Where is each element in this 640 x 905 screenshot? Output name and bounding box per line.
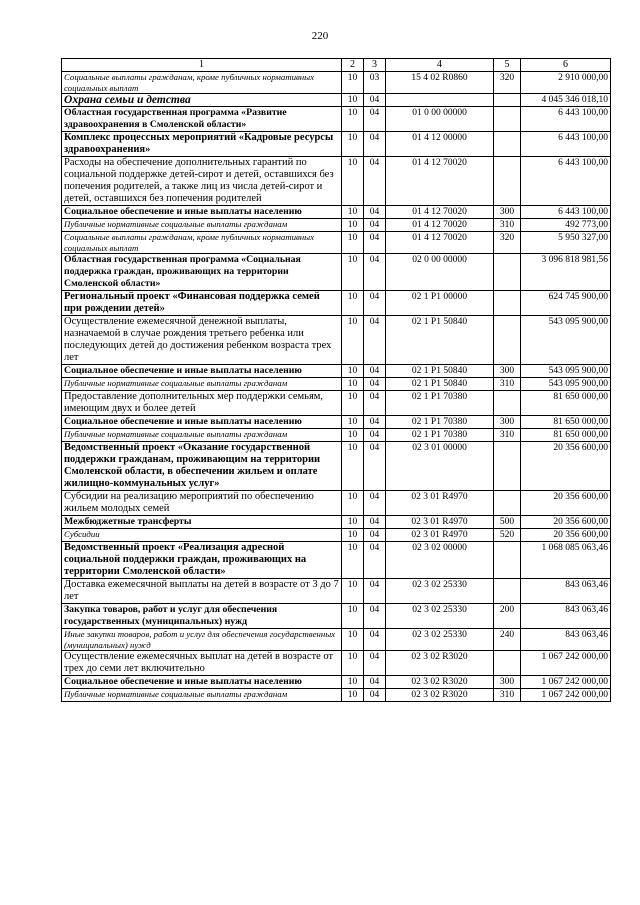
row-target-cell: 02 1 P1 70380 <box>386 391 494 416</box>
row-target-cell: 02 3 01 R4970 <box>386 516 494 529</box>
row-section-cell: 10 <box>342 491 364 516</box>
row-name-cell: Публичные нормативные социальные выплаты гражданам <box>62 429 342 442</box>
row-subsection-cell: 04 <box>364 651 386 676</box>
row-expense-type-cell <box>494 157 521 206</box>
row-amount-cell: 543 095 900,00 <box>521 365 611 378</box>
column-header: 5 <box>494 59 521 72</box>
row-expense-type-cell <box>494 391 521 416</box>
table-row <box>62 94 611 107</box>
table-row <box>62 491 611 516</box>
row-amount-cell: 5 950 327,00 <box>521 232 611 254</box>
row-target-cell: 15 4 02 R0860 <box>386 72 494 94</box>
row-section-cell: 10 <box>342 219 364 232</box>
column-header: 3 <box>364 59 386 72</box>
table-row <box>62 429 611 442</box>
row-target-cell: 02 3 02 R3020 <box>386 651 494 676</box>
row-amount-cell: 543 095 900,00 <box>521 316 611 365</box>
row-subsection-cell: 04 <box>364 429 386 442</box>
row-target-cell: 02 3 02 00000 <box>386 542 494 579</box>
table-row <box>62 157 611 206</box>
row-subsection-cell: 04 <box>364 378 386 391</box>
row-section-cell: 10 <box>342 416 364 429</box>
row-expense-type-cell: 240 <box>494 629 521 651</box>
row-section-cell: 10 <box>342 429 364 442</box>
row-expense-type-cell: 300 <box>494 416 521 429</box>
table-row <box>62 689 611 702</box>
table-row <box>62 579 611 604</box>
row-subsection-cell: 04 <box>364 676 386 689</box>
table-row <box>62 391 611 416</box>
row-section-cell: 10 <box>342 676 364 689</box>
row-name-cell: Публичные нормативные социальные выплаты гражданам <box>62 689 342 702</box>
row-expense-type-cell <box>494 542 521 579</box>
row-amount-cell: 81 650 000,00 <box>521 416 611 429</box>
row-name-cell: Социальное обеспечение и иные выплаты населению <box>62 416 342 429</box>
table-row <box>62 629 611 651</box>
row-expense-type-cell: 320 <box>494 232 521 254</box>
row-expense-type-cell <box>494 316 521 365</box>
row-name-cell: Доставка ежемесячной выплаты на детей в возрасте от 3 до 7 лет <box>62 579 342 604</box>
row-target-cell <box>386 94 494 107</box>
table-row <box>62 416 611 429</box>
row-target-cell: 01 4 12 70020 <box>386 206 494 219</box>
row-target-cell: 01 4 12 00000 <box>386 132 494 157</box>
row-expense-type-cell: 300 <box>494 365 521 378</box>
row-section-cell: 10 <box>342 579 364 604</box>
row-name-cell: Закупка товаров, работ и услуг для обеспечения государственных (муниципальных) нужд <box>62 604 342 629</box>
row-amount-cell: 20 356 600,00 <box>521 442 611 491</box>
table-row <box>62 107 611 132</box>
row-expense-type-cell: 310 <box>494 219 521 232</box>
table-row <box>62 604 611 629</box>
row-amount-cell: 6 443 100,00 <box>521 157 611 206</box>
row-subsection-cell: 04 <box>364 516 386 529</box>
row-section-cell: 10 <box>342 365 364 378</box>
row-target-cell: 02 3 02 25330 <box>386 604 494 629</box>
row-name-cell: Социальное обеспечение и иные выплаты населению <box>62 206 342 219</box>
row-subsection-cell: 04 <box>364 365 386 378</box>
table-row <box>62 365 611 378</box>
row-target-cell: 02 3 01 00000 <box>386 442 494 491</box>
row-target-cell: 02 3 02 25330 <box>386 579 494 604</box>
row-name-cell: Межбюджетные трансферты <box>62 516 342 529</box>
row-amount-cell: 843 063,46 <box>521 579 611 604</box>
row-subsection-cell: 04 <box>364 219 386 232</box>
table-header-row <box>62 59 611 72</box>
row-name-cell: Публичные нормативные социальные выплаты гражданам <box>62 219 342 232</box>
row-amount-cell: 1 067 242 000,00 <box>521 651 611 676</box>
table-row <box>62 72 611 94</box>
row-section-cell: 10 <box>342 604 364 629</box>
row-name-cell: Расходы на обеспечение дополнительных гарантий по социальной поддержке детей-сирот и детей, оставшихся без попечения родителей, а также лиц из числа детей-сирот и детей, оставшихся без попечения родителей <box>62 157 342 206</box>
row-amount-cell: 20 356 600,00 <box>521 516 611 529</box>
row-section-cell: 10 <box>342 516 364 529</box>
table-row <box>62 316 611 365</box>
row-subsection-cell: 04 <box>364 132 386 157</box>
table-row <box>62 206 611 219</box>
table-row <box>62 219 611 232</box>
row-target-cell: 02 3 01 R4970 <box>386 491 494 516</box>
row-name-cell: Субсидии на реализацию мероприятий по обеспечению жильем молодых семей <box>62 491 342 516</box>
row-subsection-cell: 04 <box>364 491 386 516</box>
row-name-cell: Социальные выплаты гражданам, кроме публичных нормативных социальных выплат <box>62 72 342 94</box>
row-section-cell: 10 <box>342 157 364 206</box>
row-expense-type-cell <box>494 651 521 676</box>
row-expense-type-cell: 310 <box>494 689 521 702</box>
row-target-cell: 01 4 12 70020 <box>386 157 494 206</box>
table-row <box>62 529 611 542</box>
row-expense-type-cell: 200 <box>494 604 521 629</box>
row-section-cell: 10 <box>342 629 364 651</box>
row-section-cell: 10 <box>342 107 364 132</box>
row-amount-cell: 1 067 242 000,00 <box>521 676 611 689</box>
table-row <box>62 291 611 316</box>
row-expense-type-cell <box>494 291 521 316</box>
row-section-cell: 10 <box>342 291 364 316</box>
column-header: 4 <box>386 59 494 72</box>
row-section-cell: 10 <box>342 94 364 107</box>
row-amount-cell: 81 650 000,00 <box>521 391 611 416</box>
row-target-cell: 02 1 P1 50840 <box>386 365 494 378</box>
row-subsection-cell: 04 <box>364 316 386 365</box>
row-name-cell: Комплекс процессных мероприятий «Кадровые ресурсы здравоохранения» <box>62 132 342 157</box>
row-name-cell: Социальное обеспечение и иные выплаты населению <box>62 365 342 378</box>
row-name-cell: Иные закупки товаров, работ и услуг для обеспечения государственных (муниципальных) нужд <box>62 629 342 651</box>
row-subsection-cell: 04 <box>364 629 386 651</box>
row-target-cell: 02 1 P1 50840 <box>386 378 494 391</box>
row-name-cell: Предоставление дополнительных мер поддержки семьям, имеющим двух и более детей <box>62 391 342 416</box>
row-target-cell: 02 1 P1 70380 <box>386 429 494 442</box>
row-target-cell: 02 1 P1 00000 <box>386 291 494 316</box>
row-subsection-cell: 04 <box>364 94 386 107</box>
column-header: 1 <box>62 59 342 72</box>
row-name-cell: Субсидии <box>62 529 342 542</box>
page-number: 220 <box>311 30 329 42</box>
row-target-cell: 02 3 02 R3020 <box>386 689 494 702</box>
row-expense-type-cell: 310 <box>494 378 521 391</box>
row-subsection-cell: 04 <box>364 206 386 219</box>
row-target-cell: 01 4 12 70020 <box>386 232 494 254</box>
row-expense-type-cell: 300 <box>494 676 521 689</box>
column-header: 6 <box>521 59 611 72</box>
row-amount-cell: 81 650 000,00 <box>521 429 611 442</box>
row-section-cell: 10 <box>342 651 364 676</box>
row-section-cell: 10 <box>342 442 364 491</box>
row-expense-type-cell: 310 <box>494 429 521 442</box>
row-amount-cell: 20 356 600,00 <box>521 491 611 516</box>
row-subsection-cell: 04 <box>364 529 386 542</box>
row-amount-cell: 6 443 100,00 <box>521 206 611 219</box>
row-amount-cell: 543 095 900,00 <box>521 378 611 391</box>
row-section-cell: 10 <box>342 232 364 254</box>
row-section-cell: 10 <box>342 529 364 542</box>
row-target-cell: 02 3 01 R4970 <box>386 529 494 542</box>
row-expense-type-cell <box>494 107 521 132</box>
row-subsection-cell: 04 <box>364 291 386 316</box>
row-name-cell: Региональный проект «Финансовая поддержка семей при рождении детей» <box>62 291 342 316</box>
row-subsection-cell: 04 <box>364 604 386 629</box>
row-subsection-cell: 04 <box>364 157 386 206</box>
table-row <box>62 442 611 491</box>
row-expense-type-cell <box>494 254 521 291</box>
column-header: 2 <box>342 59 364 72</box>
row-name-cell: Осуществление ежемесячной денежной выплаты, назначаемой в случае рождения третьего ребенка или последующих детей до достижения ребенком возраста трех лет <box>62 316 342 365</box>
row-section-cell: 10 <box>342 378 364 391</box>
row-expense-type-cell: 520 <box>494 529 521 542</box>
row-target-cell: 01 4 12 70020 <box>386 219 494 232</box>
row-amount-cell: 6 443 100,00 <box>521 107 611 132</box>
row-name-cell: Социальные выплаты гражданам, кроме публичных нормативных социальных выплат <box>62 232 342 254</box>
row-target-cell: 01 0 00 00000 <box>386 107 494 132</box>
table-row <box>62 516 611 529</box>
row-amount-cell: 20 356 600,00 <box>521 529 611 542</box>
row-amount-cell: 624 745 900,00 <box>521 291 611 316</box>
row-subsection-cell: 04 <box>364 579 386 604</box>
row-subsection-cell: 04 <box>364 542 386 579</box>
table-row <box>62 651 611 676</box>
row-name-cell: Социальное обеспечение и иные выплаты населению <box>62 676 342 689</box>
row-section-cell: 10 <box>342 689 364 702</box>
row-name-cell: Охрана семьи и детства <box>62 94 342 107</box>
row-amount-cell: 6 443 100,00 <box>521 132 611 157</box>
row-expense-type-cell: 300 <box>494 206 521 219</box>
row-target-cell: 02 3 02 25330 <box>386 629 494 651</box>
table-row <box>62 232 611 254</box>
row-expense-type-cell <box>494 94 521 107</box>
row-name-cell: Публичные нормативные социальные выплаты гражданам <box>62 378 342 391</box>
row-expense-type-cell: 320 <box>494 72 521 94</box>
row-subsection-cell: 04 <box>364 416 386 429</box>
row-subsection-cell: 04 <box>364 254 386 291</box>
row-expense-type-cell: 500 <box>494 516 521 529</box>
row-section-cell: 10 <box>342 132 364 157</box>
row-target-cell: 02 0 00 00000 <box>386 254 494 291</box>
table-row <box>62 378 611 391</box>
row-amount-cell: 1 067 242 000,00 <box>521 689 611 702</box>
table-row <box>62 254 611 291</box>
table-row <box>62 676 611 689</box>
row-target-cell: 02 3 02 R3020 <box>386 676 494 689</box>
row-section-cell: 10 <box>342 542 364 579</box>
row-amount-cell: 2 910 000,00 <box>521 72 611 94</box>
row-amount-cell: 843 063,46 <box>521 629 611 651</box>
row-amount-cell: 492 773,00 <box>521 219 611 232</box>
row-section-cell: 10 <box>342 254 364 291</box>
row-name-cell: Областная государственная программа «Социальная поддержка граждан, проживающих на территории Смоленской области» <box>62 254 342 291</box>
row-subsection-cell: 04 <box>364 442 386 491</box>
row-subsection-cell: 04 <box>364 391 386 416</box>
table-row <box>62 132 611 157</box>
row-target-cell: 02 1 P1 70380 <box>386 416 494 429</box>
row-section-cell: 10 <box>342 391 364 416</box>
row-name-cell: Осуществление ежемесячных выплат на детей в возрасте от трех до семи лет включительно <box>62 651 342 676</box>
row-section-cell: 10 <box>342 72 364 94</box>
row-subsection-cell: 04 <box>364 689 386 702</box>
row-expense-type-cell <box>494 579 521 604</box>
row-section-cell: 10 <box>342 316 364 365</box>
row-subsection-cell: 04 <box>364 107 386 132</box>
row-expense-type-cell <box>494 442 521 491</box>
row-subsection-cell: 04 <box>364 232 386 254</box>
row-name-cell: Ведомственный проект «Реализация адресной социальной поддержки граждан, проживающих на территории Смоленской области» <box>62 542 342 579</box>
row-name-cell: Ведомственный проект «Оказание государственной поддержки гражданам, проживающим на территории Смоленской области, в обеспечении жильем и оплате жилищно-коммунальных услуг» <box>62 442 342 491</box>
budget-table <box>61 58 611 702</box>
row-section-cell: 10 <box>342 206 364 219</box>
row-subsection-cell: 03 <box>364 72 386 94</box>
table-row <box>62 542 611 579</box>
row-amount-cell: 4 045 346 018,10 <box>521 94 611 107</box>
row-expense-type-cell <box>494 491 521 516</box>
row-amount-cell: 843 063,46 <box>521 604 611 629</box>
row-amount-cell: 1 068 085 063,46 <box>521 542 611 579</box>
row-amount-cell: 3 096 818 981,56 <box>521 254 611 291</box>
row-target-cell: 02 1 P1 50840 <box>386 316 494 365</box>
row-name-cell: Областная государственная программа «Развитие здравоохранения в Смоленской области» <box>62 107 342 132</box>
row-expense-type-cell <box>494 132 521 157</box>
